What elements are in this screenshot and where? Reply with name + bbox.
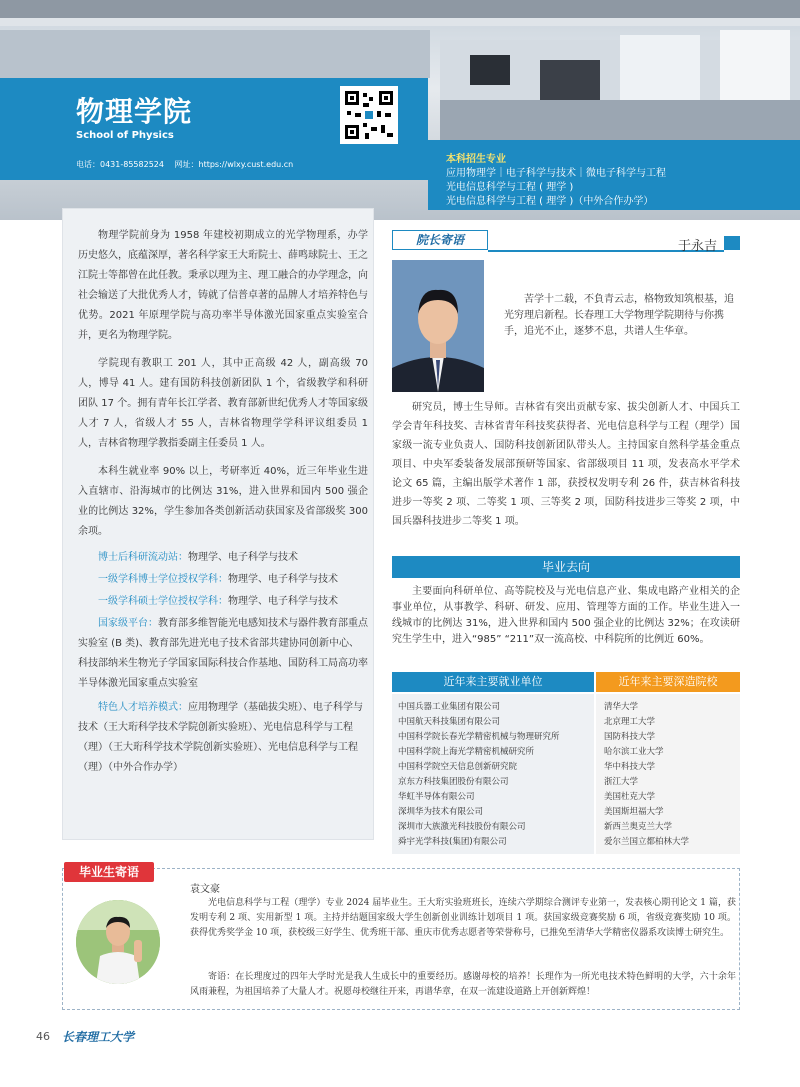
footer-school-name: 长春理工大学 — [62, 1030, 135, 1044]
president-photo — [392, 260, 484, 392]
employers-heading: 近年来主要就业单位 — [392, 672, 594, 692]
graduate-message-tag: 毕业生寄语 — [64, 862, 154, 882]
master-value: 物理学、电子科学与技术 — [228, 596, 338, 607]
president-message-tag: 院长寄语 — [392, 230, 488, 250]
majors-line: 光电信息科学与工程 ( 理学 )（中外合作办学） — [446, 196, 654, 207]
university-item: 国防科技大学 — [604, 732, 656, 742]
intro-paragraph: 本科生就业率 90% 以上，考研率近 40%，近三年毕业生进入直辖市、沿海城市的比例达 31%，进入世界和国内 500 强企业的比例达 32%，学生参加各类创新活动获国家及省部级奖 300 余项。 — [78, 466, 368, 537]
graduate-name: 袁文豪 — [190, 884, 220, 895]
phone-text: 电话：0431-85582524 — [76, 160, 164, 169]
university-item: 美国杜克大学 — [604, 792, 656, 802]
university-item: 美国斯坦福大学 — [604, 807, 664, 817]
postdoc-station — [78, 548, 368, 568]
master-disciplines — [78, 592, 368, 612]
graduation-heading: 毕业去向 — [392, 556, 740, 578]
university-item: 北京理工大学 — [604, 717, 656, 727]
intro-paragraph: 学院现有教职工 201 人，其中正高级 42 人，副高级 70 人，博导 41 人。建有国防科技创新团队 1 个，省级教学和科研团队 17 个。拥有青年长江学者、教育部新世纪优秀人才等国家级人才 7 人，省级人才 55 人，吉林省物理学学科评议组委员 1 人，吉林省物理学教指委副主任委员 1 人。 — [78, 358, 368, 449]
employer-item: 深圳市大族激光科技股份有限公司 — [398, 822, 526, 832]
graduate-bio: 光电信息科学与工程（理学）专业 2024 届毕业生。王大珩实验班班长，连续六学期综合测评专业第一，发表核心期刊论文 1 篇，获发明专利 2 项、实用新型 1 项。主持并结题国家级大学生创新创业训练计划项目 1 项。获国家级竞赛奖励 6 项，省级竞赛奖励 10 项。获得优秀奖学金 10 项，获校级三好学生、优秀班干部、重庆市优秀志愿者等荣誉称号，已推免至清华大学精密仪器系攻读博士研究生。 — [190, 898, 736, 938]
majors-title: 本科招生专业 — [446, 154, 506, 165]
phd-key: 一级学科博士学位授权学科： — [98, 574, 228, 585]
platform-value: 教育部多维智能光电感知技术与器件教育部重点实验室 (B 类)、教育部先进光电子技术省部共建协同创新中心、科技部纳米生物光子学国家国际科技合作基地、国防科工局高功率半导体激光国家重点实验室 — [78, 618, 368, 689]
website-link[interactable]: 网址：https://wlxy.cust.edu.cn — [174, 160, 294, 169]
employer-item: 京东方科技集团股份有限公司 — [398, 777, 509, 787]
postdoc-key: 博士后科研流动站： — [98, 552, 188, 563]
employer-item: 华虹半导体有限公司 — [398, 792, 475, 802]
university-item: 清华大学 — [604, 702, 639, 712]
intro-paragraph: 物理学院前身为 1958 年建校初期成立的光学物理系，办学历史悠久，底蕴深厚，著名科学家王大珩院士、薛鸣球院士、王之江院士等都曾在此任教。秉承以理为主、理工融合的办学理念，向社会输送了大批优秀人才，铸就了信普卓著的品牌人才培养特色与优势。2021 年原理学院与高功率半导体激光国家重点实验室合并，更名为物理学院。 — [78, 230, 368, 341]
postdoc-value: 物理学、电子科学与技术 — [188, 552, 298, 563]
employer-item: 中国航天科技集团有限公司 — [398, 717, 501, 727]
president-name: 于永吉 — [678, 239, 718, 254]
university-item: 哈尔滨工业大学 — [604, 747, 664, 757]
graduate-message: 寄语：在长理度过的四年大学时光是我人生成长中的重要经历。感谢母校的培养！长理作为一所光电技术特色鲜明的大学，六十余年风雨兼程，为祖国培养了大量人才。祝愿母校继往开来，再谱华章，在双一流建设道路上开创新辉煌！ — [190, 972, 736, 997]
special-training — [78, 698, 368, 778]
national-platforms — [78, 614, 368, 694]
employer-item: 舜宇光学科技(集团)有限公司 — [398, 837, 507, 847]
employers-list — [398, 700, 560, 850]
graduation-text: 主要面向科研单位、高等院校及与光电信息产业、集成电路产业相关的企事业单位，从事教学、科研、研发、应用、管理等方面的工作。毕业生进入一线城市的比例达 31%，进入世界和国内 500 强企业的比例达 32%；在攻读研究生学生中，进入“985” “211”双一流高校、中科院所的比例近 60%。 — [392, 586, 740, 645]
school-title-cn: 物理学院 — [76, 95, 193, 128]
universities-list — [604, 700, 689, 850]
president-bio: 研究员，博士生导师。吉林省有突出贡献专家、拔尖创新人才、中国兵工学会青年科技奖、吉林省青年科技奖获得者、光电信息科学与工程（理学）国家级一流专业负责人、国防科技创新团队带头人。主持国家自然科学基金重点项目、中央军委装备发展部预研等国家、省部级项目 11 项，发表高水平学术论文 65 篇，主编出版学术著作 1 部，获授权发明专利 26 件，获吉林省科技进步一等奖 2 项、二等奖 1 项、三等奖 2 项，国防科技进步三等奖 2 项，中国兵器科技进步二等奖 1 项。 — [392, 402, 740, 527]
employer-item: 中国兵器工业集团有限公司 — [398, 702, 501, 712]
platform-key: 国家级平台： — [98, 618, 158, 629]
master-key: 一级学科硕士学位授权学科： — [98, 596, 228, 607]
page-number: 46 — [36, 1030, 50, 1043]
qr-code-icon[interactable] — [340, 86, 398, 144]
university-item: 爱尔兰国立都柏林大学 — [604, 837, 690, 847]
school-title-en: School of Physics — [76, 130, 174, 141]
university-item: 新西兰奥克兰大学 — [604, 822, 673, 832]
employer-item: 中国科学院长春光学精密机械与物理研究所 — [398, 732, 560, 742]
president-accent-square — [724, 236, 740, 250]
university-item: 华中科技大学 — [604, 762, 656, 772]
phd-value: 物理学、电子科学与技术 — [228, 574, 338, 585]
universities-heading: 近年来主要深造院校 — [596, 672, 740, 692]
special-key: 特色人才培养模式： — [98, 702, 188, 713]
employer-item: 中国科学院上海光学精密机械研究所 — [398, 747, 535, 757]
president-quote: 苦学十二载，不負青云志，格物致知筑根基，追光穷理启新程。长春理工大学物理学院期待与你携手，追光不止，逐梦不息，共谱人生华章。 — [504, 294, 734, 337]
university-item: 浙江大学 — [604, 777, 639, 787]
graduate-avatar — [76, 900, 160, 984]
majors-line: 光电信息科学与工程 ( 理学 ) — [446, 182, 574, 193]
majors-line: 应用物理学｜电子科学与技术｜微电子科学与工程 — [446, 168, 666, 179]
contact-info — [76, 159, 301, 170]
employer-item: 深圳华为技术有限公司 — [398, 807, 484, 817]
phd-disciplines — [78, 570, 368, 590]
special-value: 应用物理学（基础拔尖班）、电子科学与技术（王大珩科学技术学院创新实验班）、光电信息科学与工程（理）（王大珩科学技术学院创新实验班）、光电信息科学与工程（理）（中外合作办学） — [78, 702, 363, 773]
employer-item: 中国科学院空天信息创新研究院 — [398, 762, 518, 772]
